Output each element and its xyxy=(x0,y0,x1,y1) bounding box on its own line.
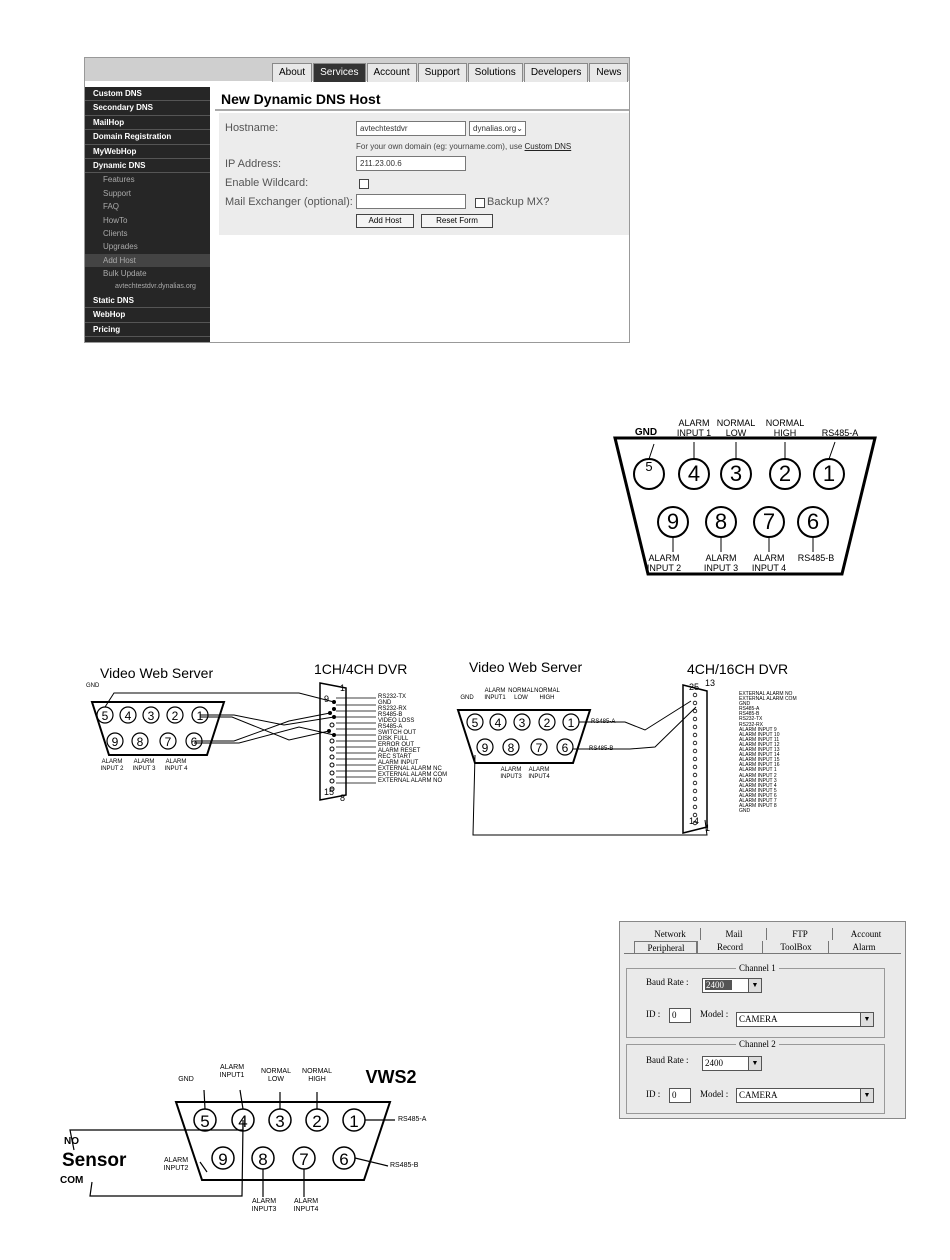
vws-pin-7: 7 xyxy=(299,1150,309,1169)
pin-1ch-5: 5 xyxy=(101,709,109,723)
label-alarm-input-4: ALARM INPUT 4 xyxy=(751,553,787,573)
vws-pin-8: 8 xyxy=(258,1150,268,1169)
tab-news[interactable]: News xyxy=(589,63,628,82)
pin-16-4: 4 xyxy=(494,716,502,730)
dvr1-pin-1: 1 xyxy=(340,683,346,693)
vws2-label-gnd: GND xyxy=(178,1076,194,1083)
backup-mx-checkbox[interactable] xyxy=(475,198,485,208)
dvr2-signal: ALARM INPUT 9 xyxy=(739,726,777,733)
baud-label-2: Baud Rate : xyxy=(646,1055,689,1065)
wildcard-checkbox[interactable] xyxy=(359,179,369,189)
vws2-label-alarm1: ALARM INPUT1 xyxy=(219,1064,245,1079)
vws2-label-rs485a: RS485-A xyxy=(398,1116,427,1123)
label-alarm-input-2: ALARM INPUT 2 xyxy=(646,553,682,573)
mx-input[interactable] xyxy=(356,194,466,209)
pin-16-7: 7 xyxy=(535,741,543,755)
pin-8: 8 xyxy=(714,509,728,534)
custom-dns-link[interactable]: Custom DNS xyxy=(524,142,572,151)
id-input-2[interactable]: 0 xyxy=(669,1088,691,1103)
dvr2-signal: ALARM INPUT 16 xyxy=(739,762,780,769)
top-nav xyxy=(271,63,628,81)
pin-16-9: 9 xyxy=(481,741,489,755)
domain-select[interactable] xyxy=(469,121,526,136)
sidebar-item-host-entry[interactable]: avtechtestdvr.dynalias.org xyxy=(115,283,196,291)
label-normal-low: NORMAL LOW xyxy=(716,418,756,438)
dvr2-signal: ALARM INPUT 2 xyxy=(739,772,777,779)
dvr1-signal: RS232-TX xyxy=(378,694,407,700)
vws-pin-9: 9 xyxy=(218,1150,228,1169)
reset-form-button[interactable]: Reset Form xyxy=(421,214,493,228)
id-input-1[interactable]: 0 xyxy=(669,1008,691,1023)
tab-network[interactable]: Network xyxy=(654,929,686,939)
page-title: New Dynamic DNS Host xyxy=(215,91,630,111)
sidebar-item-bulk-update[interactable]: Bulk Update xyxy=(103,269,147,279)
vws-pin-2: 2 xyxy=(312,1112,322,1131)
ip-input[interactable]: 211.23.00.6 xyxy=(356,156,466,171)
id-label-2: ID : xyxy=(646,1089,661,1099)
dvr1-signal: RS485-A xyxy=(378,724,403,730)
pin-16-1: 1 xyxy=(567,716,575,730)
dvr2-signal: RS232-RX xyxy=(739,721,763,728)
dvr1-signal: EXTERNAL ALARM COM xyxy=(378,772,448,778)
tab-about[interactable]: About xyxy=(272,63,312,82)
dvr2-signal: GND xyxy=(739,808,751,815)
dvr1-pin-9: 9 xyxy=(324,694,330,704)
vws-pin-6: 6 xyxy=(339,1150,349,1169)
dvr2-signal: GND xyxy=(739,701,751,708)
pin-1ch-9: 9 xyxy=(111,735,119,749)
dvr1-signal: VIDEO LOSS xyxy=(378,718,415,724)
sidebar-item-static-dns[interactable]: Static DNS xyxy=(85,294,210,308)
dvr1-signal-list xyxy=(378,694,447,784)
label-16-alarm1: ALARM INPUT1 xyxy=(484,688,506,701)
pin-2: 2 xyxy=(778,461,792,486)
sidebar-item-custom-dns[interactable]: Custom DNS xyxy=(85,87,210,101)
pin-1: 1 xyxy=(822,461,836,486)
pin-1ch-6: 6 xyxy=(190,735,198,749)
dvr-title-2: 4CH/16CH DVR xyxy=(687,661,789,677)
tab-alarm[interactable]: Alarm xyxy=(828,941,899,953)
sidebar-item-pricing[interactable]: Pricing xyxy=(85,323,210,337)
pin-7: 7 xyxy=(762,509,776,534)
baud-value-2: 2400 xyxy=(705,1058,723,1068)
pin-16-2: 2 xyxy=(543,716,551,730)
dvr2-pin-25: 25 xyxy=(689,682,700,692)
vws2-label-normal-low: NORMAL LOW xyxy=(261,1068,291,1083)
vws-pin-5: 5 xyxy=(200,1112,210,1131)
model-value-1: CAMERA xyxy=(739,1014,778,1024)
pin-1ch-3: 3 xyxy=(147,709,155,723)
dvr1-signal: EXTERNAL ALARM NO xyxy=(378,778,443,784)
tab-solutions[interactable]: Solutions xyxy=(468,63,523,82)
sidebar-item-clients[interactable]: Clients xyxy=(103,228,128,238)
baud-select-2[interactable] xyxy=(702,1056,762,1071)
dvr2-pin-1: 1 xyxy=(705,823,711,833)
sidebar-item-dynamic-dns[interactable]: Dynamic DNS xyxy=(85,159,210,173)
dvr2-signal: ALARM INPUT 1 xyxy=(739,767,777,774)
hostname-input[interactable]: avtechtestdvr xyxy=(356,121,466,136)
channel-1-title: Channel 1 xyxy=(736,963,779,973)
label-rs485-a: RS485-A xyxy=(821,428,859,438)
chevron-down-icon: ▼ xyxy=(748,1057,761,1070)
tab-divider xyxy=(624,953,901,954)
label-16-rs485a: RS485-A xyxy=(591,719,616,725)
dvr2-signal: EXTERNAL ALARM NO xyxy=(739,691,793,697)
dvr1-signal: EXTERNAL ALARM NC xyxy=(378,766,442,772)
ip-label: IP Address: xyxy=(225,158,282,170)
pin-5: 5 xyxy=(645,459,653,474)
dvr1-pin-15: 15 xyxy=(324,787,335,797)
sensor-label: Sensor xyxy=(62,1150,127,1171)
vws-pin-1: 1 xyxy=(349,1112,359,1131)
label-1ch-alarm4: ALARM INPUT 4 xyxy=(164,759,188,772)
tab-ftp[interactable]: FTP xyxy=(766,928,833,940)
sensor-com-label: COM xyxy=(60,1175,84,1186)
chevron-down-icon: ▼ xyxy=(860,1089,873,1102)
pin-6: 6 xyxy=(806,509,820,534)
tab-account[interactable]: Account xyxy=(367,63,417,82)
tab-developers[interactable]: Developers xyxy=(524,63,589,82)
model-label-2: Model : xyxy=(700,1089,729,1099)
tab-account[interactable]: Account xyxy=(832,928,899,940)
tab-mail[interactable]: Mail xyxy=(700,928,767,940)
tab-record[interactable]: Record xyxy=(696,941,763,953)
vws2-label-rs485b: RS485-B xyxy=(390,1162,419,1169)
pin-16-5: 5 xyxy=(471,716,479,730)
dvr2-signal: RS485-B xyxy=(739,711,760,718)
label-1ch-alarm2: ALARM INPUT 2 xyxy=(100,759,124,772)
tab-peripheral[interactable]: Peripheral xyxy=(634,941,698,954)
vws2-label-alarm2: ALARM INPUT2 xyxy=(163,1157,189,1172)
sidebar-item-faq[interactable]: FAQ xyxy=(103,202,120,212)
label-alarm-input-3: ALARM INPUT 3 xyxy=(703,553,739,573)
pin-3: 3 xyxy=(729,461,743,486)
sidebar-item-add-host[interactable]: Add Host xyxy=(85,254,210,267)
pin-9: 9 xyxy=(666,509,680,534)
tab-services[interactable]: Services xyxy=(313,63,365,82)
dvr2-signal-list xyxy=(739,692,797,814)
sidebar-item-features[interactable]: Features xyxy=(103,175,135,185)
sidebar-item-support[interactable]: Support xyxy=(103,188,132,198)
domain-note-text: For your own domain (eg: yourname.com), use xyxy=(356,142,523,151)
dvr1-signal: DISK FULL xyxy=(378,736,409,742)
sidebar-item-upgrades[interactable]: Upgrades xyxy=(103,242,138,252)
domain-note xyxy=(356,142,571,151)
pin-4: 4 xyxy=(687,461,701,486)
chevron-down-icon: ▼ xyxy=(860,1013,873,1026)
model-label-1: Model : xyxy=(700,1009,729,1019)
label-alarm-input-1: ALARM INPUT 1 xyxy=(676,418,712,438)
backup-mx-label: Backup MX? xyxy=(487,196,550,208)
dvr1-signal: ALARM INPUT xyxy=(378,760,419,766)
vws-pin-3: 3 xyxy=(275,1112,285,1131)
wildcard-label: Enable Wildcard: xyxy=(225,177,309,189)
dvr2-signal: RS485-A xyxy=(739,706,760,713)
dvr1-pin-8: 8 xyxy=(340,793,346,803)
dvr-title-1: 1CH/4CH DVR xyxy=(314,661,408,677)
pin-1ch-1: 1 xyxy=(196,709,204,723)
dvr2-signal: ALARM INPUT 7 xyxy=(739,797,777,804)
gnd-label-1: GND xyxy=(86,683,100,689)
dvr1-signal: RS485-B xyxy=(378,712,403,718)
sidebar-item-secondary-dns[interactable]: Secondary DNS xyxy=(85,101,210,115)
dvr2-signal: ALARM INPUT 3 xyxy=(739,777,777,784)
sidebar-item-mywebhop[interactable]: MyWebHop xyxy=(85,145,210,159)
sidebar-item-howto[interactable]: HowTo xyxy=(103,215,128,225)
hostname-label: Hostname: xyxy=(225,122,279,134)
label-rs485-b: RS485-B xyxy=(797,553,835,563)
dvr1-signal: REC START xyxy=(378,754,412,760)
sidebar xyxy=(85,87,210,342)
dvr2-signal: ALARM INPUT 12 xyxy=(739,741,780,748)
dvr1-signal: ALARM RESET xyxy=(378,748,421,754)
dvr2-signal: ALARM INPUT 11 xyxy=(739,736,780,743)
dvr2-signal: ALARM INPUT 6 xyxy=(739,792,777,799)
baud-label-1: Baud Rate : xyxy=(646,977,689,987)
label-16-rs485b: RS485-B xyxy=(589,746,614,752)
chevron-down-icon: ▼ xyxy=(748,979,761,992)
dvr1-signal: SWITCH OUT xyxy=(378,730,416,736)
pinout-diagram xyxy=(610,412,880,582)
chevron-down-icon: ⌄ xyxy=(516,124,523,133)
model-select-1[interactable] xyxy=(736,1012,874,1027)
label-16-alarm4: ALARM INPUT4 xyxy=(528,767,550,780)
model-select-2[interactable] xyxy=(736,1088,874,1103)
dvr2-signal: ALARM INPUT 10 xyxy=(739,731,780,738)
label-gnd: GND xyxy=(634,427,658,438)
dvr1-signal: GND xyxy=(378,700,392,706)
pin-16-6: 6 xyxy=(561,741,569,755)
sidebar-item-domain-registration[interactable]: Domain Registration xyxy=(85,130,210,144)
pin-1ch-8: 8 xyxy=(136,735,144,749)
peripheral-settings-panel xyxy=(619,921,906,1119)
dvr2-signal: ALARM INPUT 14 xyxy=(739,752,780,759)
tab-support[interactable]: Support xyxy=(418,63,467,82)
dvr2-pin-14: 14 xyxy=(689,816,700,826)
dvr2-signal: RS232-TX xyxy=(739,716,763,723)
pin-1ch-4: 4 xyxy=(124,709,132,723)
vws2-label-normal-high: NORMAL HIGH xyxy=(302,1068,332,1083)
vws2-sensor-diagram xyxy=(60,1062,438,1217)
id-label-1: ID : xyxy=(646,1009,661,1019)
sidebar-item-webhop[interactable]: WebHop xyxy=(85,308,210,322)
wiring-1ch-diagram xyxy=(84,655,454,805)
add-host-form xyxy=(219,113,629,235)
pin-16-3: 3 xyxy=(518,716,526,730)
baud-value-1: 2400 xyxy=(705,980,732,990)
dvr1-signal: RS232-RX xyxy=(378,706,407,712)
vws2-label-alarm4: ALARM INPUT4 xyxy=(293,1198,319,1213)
server-title-2: Video Web Server xyxy=(469,659,583,675)
vws2-label-alarm3: ALARM INPUT3 xyxy=(251,1198,277,1213)
wiring-16ch-diagram xyxy=(455,655,815,840)
domain-select-value: dynalias.org xyxy=(473,124,517,133)
label-normal-high: NORMAL HIGH xyxy=(765,418,805,438)
dvr2-signal: ALARM INPUT 8 xyxy=(739,803,777,810)
sensor-no-label: NO xyxy=(64,1136,79,1147)
dvr1-signal: ERROR OUT xyxy=(378,742,414,748)
dvr2-signal: ALARM INPUT 5 xyxy=(739,787,777,794)
vws2-title: VWS2 xyxy=(365,1067,417,1087)
label-16-normal-high: NORMAL HIGH xyxy=(534,688,560,701)
baud-select-1[interactable] xyxy=(702,978,762,993)
dvr2-signal: EXTERNAL ALARM COM xyxy=(739,696,797,703)
server-title-1: Video Web Server xyxy=(100,665,214,681)
dvr2-signal: ALARM INPUT 4 xyxy=(739,782,777,789)
pin-1ch-2: 2 xyxy=(171,709,179,723)
pin-1ch-7: 7 xyxy=(164,735,172,749)
dvr2-signal: ALARM INPUT 15 xyxy=(739,757,780,764)
dns-screenshot xyxy=(84,57,630,343)
label-1ch-alarm3: ALARM INPUT 3 xyxy=(132,759,156,772)
sidebar-item-mailhop[interactable]: MailHop xyxy=(85,116,210,130)
dvr2-pin-13: 13 xyxy=(705,678,716,688)
vws-pin-4: 4 xyxy=(238,1112,248,1131)
label-16-alarm3: ALARM INPUT3 xyxy=(500,767,522,780)
dvr2-signal: ALARM INPUT 13 xyxy=(739,747,780,754)
pin-16-8: 8 xyxy=(507,741,515,755)
label-16-gnd: GND xyxy=(460,695,474,701)
tab-toolbox[interactable]: ToolBox xyxy=(762,941,829,953)
label-16-normal-low: NORMAL LOW xyxy=(508,688,534,701)
model-value-2: CAMERA xyxy=(739,1090,778,1100)
mx-label: Mail Exchanger (optional): xyxy=(225,196,353,208)
add-host-button[interactable]: Add Host xyxy=(356,214,414,228)
channel-2-title: Channel 2 xyxy=(736,1039,779,1049)
